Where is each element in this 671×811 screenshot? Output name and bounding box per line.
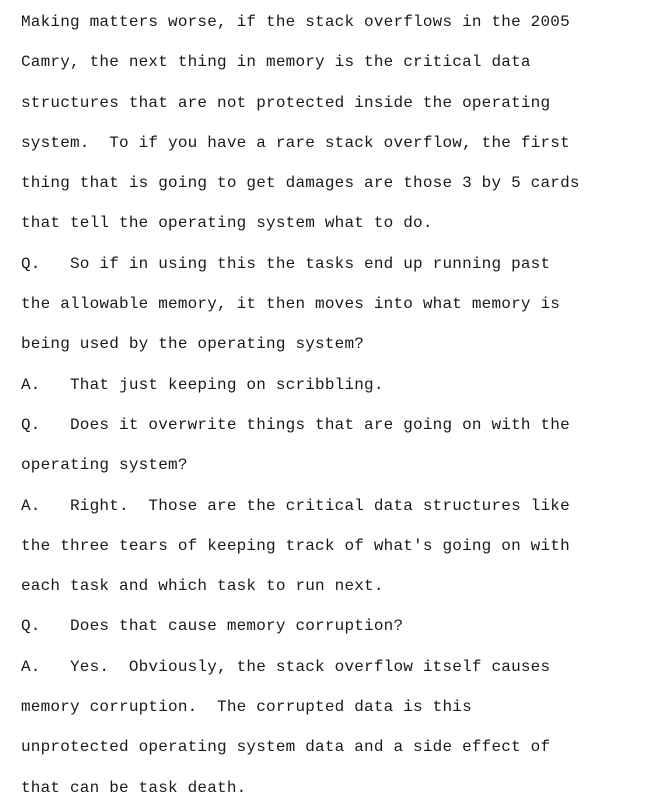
- transcript-line: each task and which task to run next.: [21, 577, 384, 596]
- transcript-line: thing that is going to get damages are those 3 by 5 cards: [21, 174, 580, 193]
- transcript-line: operating system?: [21, 456, 188, 475]
- transcript-line: Q. Does it overwrite things that are going on with the: [21, 415, 570, 434]
- transcript-line: structures that are not protected inside the operating: [21, 93, 551, 112]
- transcript-line: Q. So if in using this the tasks end up running past: [21, 254, 551, 273]
- transcript-line: being used by the operating system?: [21, 335, 365, 354]
- transcript-line: system. To if you have a rare stack overflow, the first: [21, 133, 570, 152]
- transcript-line: that can be task death.: [21, 778, 247, 797]
- transcript-line: A. Yes. Obviously, the stack overflow itself causes: [21, 657, 551, 676]
- transcript-line: the three tears of keeping track of what's going on with: [21, 536, 570, 555]
- transcript-line: memory corruption. The corrupted data is this: [21, 698, 472, 717]
- transcript-line: that tell the operating system what to do.: [21, 214, 433, 233]
- transcript-line: Camry, the next thing in memory is the critical data: [21, 53, 531, 72]
- transcript-line: Q. Does that cause memory corruption?: [21, 617, 404, 636]
- transcript-line: A. That just keeping on scribbling.: [21, 375, 384, 394]
- transcript-line: unprotected operating system data and a side effect of: [21, 738, 551, 757]
- transcript-line: A. Right. Those are the critical data structures like: [21, 496, 570, 515]
- transcript-line: the allowable memory, it then moves into what memory is: [21, 295, 561, 314]
- transcript-page: [21, 5, 666, 811]
- transcript-line: Making matters worse, if the stack overflows in the 2005: [21, 13, 570, 31]
